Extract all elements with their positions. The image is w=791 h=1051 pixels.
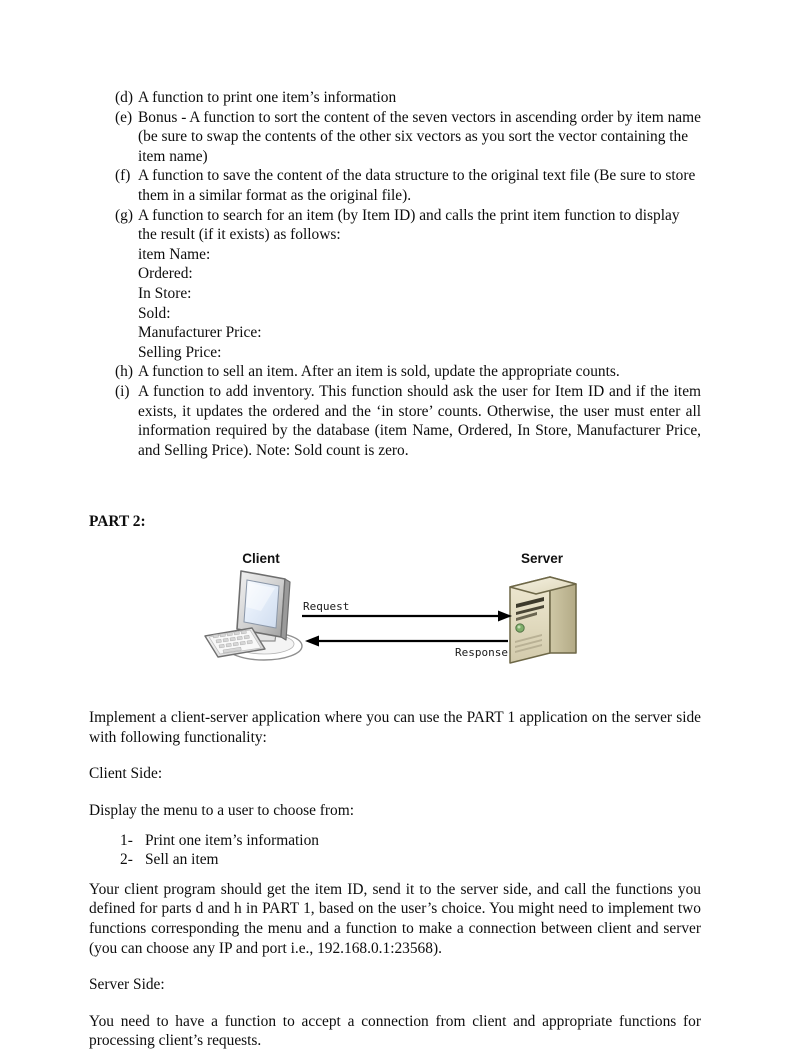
menu-item-label: Sell an item	[145, 851, 219, 869]
menu-item-label: Print one item’s information	[145, 831, 319, 849]
list-item-marker: (e)	[115, 108, 133, 126]
list-item	[89, 382, 701, 460]
list-item	[89, 362, 701, 382]
response-arrow	[305, 636, 508, 647]
server-label: Server	[520, 551, 564, 567]
list-item-text: Bonus - A function to sort the content of the seven vectors in ascending order by item name (be sure to swap the contents of the other six vectors as you sort the vector containing the item name)	[138, 108, 701, 165]
list-item	[89, 108, 701, 167]
print-field: Ordered:	[138, 265, 193, 283]
print-field: Sold:	[138, 304, 171, 322]
client-paragraph: Your client program should get the item ID, send it to the server side, and call the functions you defined for parts d and h in PART 1, based on the user’s choice. You might need to implement two functions corresponding the menu and a function to make a connection between client and server (you can choose any IP and port i.e., 192.168.0.1:23568).	[89, 880, 701, 957]
print-field: item Name:	[138, 245, 211, 263]
print-field: Selling Price:	[138, 343, 222, 361]
list-item-text: A function to add inventory. This function should ask the user for Item ID and if the item exists, it updates the ordered and the ‘in store’ counts. Otherwise, the user must enter all information required by the database (item Name, Ordered, In Store, Manufacturer Price, and Selling Price). Note: Sold count is zero.	[138, 382, 701, 459]
server-side-heading: Server Side:	[89, 976, 165, 994]
print-field-list	[89, 245, 701, 363]
menu-item-number: 1-	[120, 831, 133, 849]
list-item-marker: (h)	[115, 363, 133, 381]
list-item-marker: (f)	[115, 167, 131, 185]
menu-item	[89, 850, 701, 870]
client-side-heading: Client Side:	[89, 765, 163, 783]
request-label: Request	[303, 600, 350, 614]
menu-item-number: 2-	[120, 851, 133, 869]
list-item-text: A function to search for an item (by Item ID) and calls the print item function to display the result (if it exists) as follows:	[138, 206, 680, 244]
list-item	[89, 206, 701, 245]
part2-heading: PART 2:	[89, 513, 146, 531]
part1-item-list-tail	[89, 362, 701, 460]
menu-prompt: Display the menu to a user to choose from:	[89, 802, 354, 820]
menu-item	[89, 831, 701, 851]
print-field: Manufacturer Price:	[138, 324, 262, 342]
list-item-text: A function to save the content of the data structure to the original text file (Be sure to store them in a similar format as the original file).	[138, 167, 696, 204]
print-field: In Store:	[138, 284, 192, 302]
client-menu-list	[89, 831, 701, 870]
list-item-text: A function to print one item’s information	[138, 89, 397, 106]
client-label: Client	[242, 551, 280, 567]
response-label: Response	[455, 646, 508, 660]
list-item-marker: (i)	[115, 382, 130, 400]
client-server-diagram	[89, 549, 701, 699]
intro-paragraph: Implement a client-server application where you can use the PART 1 application on the server side with following functionality:	[89, 709, 701, 746]
list-item	[89, 166, 701, 205]
list-item-marker: (d)	[115, 89, 133, 106]
list-item-text: A function to sell an item. After an item is sold, update the appropriate counts.	[138, 363, 620, 381]
document-content	[89, 88, 701, 1051]
part1-item-list	[89, 88, 701, 245]
list-item	[89, 88, 701, 108]
server-paragraph: You need to have a function to accept a connection from client and appropriate functions for processing client’s requests.	[89, 1012, 701, 1050]
list-item-marker: (g)	[115, 206, 133, 224]
server-tower-icon	[510, 577, 576, 663]
